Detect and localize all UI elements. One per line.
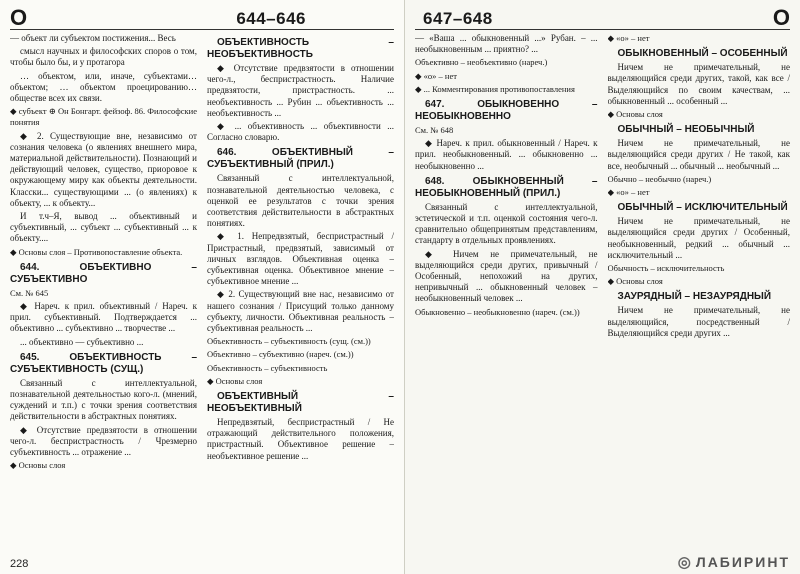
left-page-header — [10, 4, 394, 30]
paragraph: ◆ «о» – нет — [415, 70, 457, 81]
paragraph: Объективно – необъективно (нареч.) — [415, 57, 548, 68]
labyrinth-logo — [678, 553, 790, 571]
paragraph: ◆ 2. Существующий вне нас, независимо от нашего сознания / Присущий только данному субъекту, личности. Объективная реальность – субъективная реальность ... — [207, 289, 394, 334]
right-col-1 — [415, 33, 598, 563]
paragraph: Ничем не примечательный, не выделяющийся среди других / Не такой, как все, необычный ... обычный ... необычный ... — [607, 138, 790, 171]
entry-headword: ЗАУРЯДНЫЙ – НЕЗАУРЯДНЫЙ — [617, 291, 772, 303]
entry-headword: ОБЪЕКТИВНЫЙ – НЕОБЪЕКТИВНЫЙ — [207, 391, 394, 415]
entry-headword: 647. ОБЫКНОВЕННО – НЕОБЫКНОВЕННО — [415, 99, 598, 123]
entry-headword: ОБЪЕКТИВНОСТЬ – НЕОБЪЕКТИВНОСТЬ — [207, 37, 394, 60]
right-page — [405, 0, 800, 574]
paragraph: Ничем не примечательный, не выделяющийся среди других / Особенный, необыкновенный, редкий ... обычный ... исключительный ... — [607, 216, 790, 260]
paragraph: ◆ Нареч. к прил. обыкновенный / Нареч. к прил. необыкновенный. ... обыкновенно ... необыкновенно ... — [415, 138, 598, 171]
entry-headword: 648. ОБЫКНОВЕННЫЙ – НЕОБЫКНОВЕННЫЙ (ПРИЛ.) — [415, 175, 598, 199]
right-page-header — [415, 4, 790, 30]
entry-headword: ОБЫКНОВЕННЫЙ – ОСОБЕННЫЙ — [617, 48, 788, 60]
labyrinth-logo-icon: ◎ — [677, 554, 693, 571]
paragraph: ◆ Основы слоя — [207, 375, 263, 386]
paragraph: ◆ Отсутствие предвзятости в отношении чего-л., беспристрастность. Наличие предвзятости, пристрастность. ... необъективность ... Рубин ... объективность ... необъективность ... — [207, 63, 394, 118]
paragraph: ◆ Ничем не примечательный, не выделяющийся среди других, привычный / Особенный, непохожий на других, непривычный ... обыкновенный человек – необыкновенный человек ... — [415, 248, 598, 304]
paragraph: ◆ «о» – нет — [607, 187, 650, 198]
paragraph: ◆ 2. Существующие вне, независимо от сознания человека (о явлениях внешнего мира, материальной действительности). Познающий и действующий человек, существо, приоровое к окружающему миру как объекты деятельности. Класски... существующими ... (о явлениях) к объекту, ... к объекту... — [10, 130, 197, 208]
entry-crossref: См. № 648 — [415, 125, 454, 136]
paragraph: ◆ «о» – нет — [607, 33, 650, 43]
paragraph: … объектом, или, иначе, субъектами… объектом; … объектом проецированию… обществе всех их связи. — [10, 70, 197, 104]
entry-headword: ОБЫЧНЫЙ – ИСКЛЮЧИТЕЛЬНЫЙ — [617, 202, 788, 214]
paragraph: — объект ли субъектом постижения... Весь — [10, 33, 176, 43]
paragraph: ... объективно — субъективно ... — [20, 336, 144, 347]
paragraph: Обычно – необычно (нареч.) — [607, 173, 712, 184]
paragraph: Обыкновенно – необыкновенно (нареч. (см.)) — [415, 306, 580, 317]
right-page-letter: О — [772, 5, 790, 30]
entry-headword: 645. ОБЪЕКТИВНОСТЬ – СУБЪЕКТИВНОСТЬ (СУЩ.) — [10, 351, 197, 375]
paragraph: Ничем не примечательный, не выделяющийся, посредственный / Выделяющийся среди других ... — [607, 305, 790, 338]
left-col-1 — [10, 33, 197, 563]
paragraph: ◆ ... объективность ... объективности ... Согласно словарю. — [207, 121, 394, 143]
paragraph: ◆ Основы слоя — [607, 109, 663, 120]
paragraph: ◆ Основы слоя — [607, 276, 663, 287]
paragraph: И т.ч–Я, вывод ... объективный и субъективный, ... субъект ... субъективный ... к объекту.... — [10, 211, 197, 244]
paragraph: ◆ Основы слоя – Противопоставление объекта. — [10, 246, 183, 257]
paragraph: Объективность – субъективность (сущ. (см.)) — [207, 336, 371, 347]
paragraph: Непредвзятый, беспристрастный / Не отражающий действительного положения, пристрастный. Объективное решение – необъективное решение ... — [207, 417, 394, 461]
paragraph: Объективно – субъективно (нареч. (см.)) — [207, 349, 354, 360]
page-number: 228 — [10, 558, 29, 570]
paragraph: ◆ 1. Непредвзятый, беспристрастный / Пристрастный, предвзятый, зависимый от личных взглядов. Объективная оценка – субъективная оценка. Объективное мнение – субъективное мнение ... — [207, 231, 394, 287]
paragraph: ◆ Основы слоя — [10, 460, 66, 471]
paragraph: Объективность – субъективность — [207, 362, 328, 373]
paragraph: Ничем не примечательный, не выделяющийся среди других, такой, как все / Выделяющийся по своим качествам, ... обыкновенный ... особенный ... — [607, 62, 790, 106]
right-col-2 — [608, 33, 791, 563]
paragraph: ◆ Отсутствие предвзятости в отношении чего-л. беспристрастность / Чрезмерно субъективность ... отражение ... — [10, 424, 197, 458]
left-col-2 — [207, 33, 394, 563]
paragraph: Обычность – исключительность — [607, 263, 725, 274]
entry-headword: 646. ОБЪЕКТИВНЫЙ – СУБЪЕКТИВНЫЙ (ПРИЛ.) — [207, 147, 394, 171]
left-page-range: 644–646 — [236, 9, 306, 28]
paragraph: ◆ ... Комментирования противопоставления — [415, 83, 575, 94]
left-page-letter: О — [10, 5, 28, 30]
paragraph: Связанный с интеллектуальной, эстетической и т.п. оценкой состояния чего-л. сравнительно общепринятым представлениям, стандарту в отдельных проявлениях. — [415, 201, 598, 246]
entry-crossref: См. № 645 — [10, 287, 49, 298]
entry-headword: 644. ОБЪЕКТИВНО – СУБЪЕКТИВНО — [10, 261, 197, 285]
paragraph: ◆ Нареч. к прил. объективный / Нареч. к прил. субъективный. Подтверждается ... объективно ... субъективно ... творчестве ... — [10, 301, 197, 334]
citation: ◆ субъект ⊕ Он Бонгарт. фейзоф. 86. Философские понятия — [10, 106, 197, 128]
paragraph: — «Ваша ... обыкновенный ...» Рубан. – ... необыкновенным ... приятно? ... — [415, 33, 598, 55]
entry-headword: ОБЫЧНЫЙ – НЕОБЫЧНЫЙ — [617, 124, 755, 136]
logo-text: ЛАБИРИНТ — [695, 554, 790, 570]
right-page-range: 647–648 — [423, 9, 493, 28]
paragraph: Связанный с интеллектуальной, познавательной деятельностью кого-л. (мнений, суждений и т.п.) с точки зрения соответствия действительности в абстрактных понятиях. — [10, 377, 197, 422]
paragraph: Связанный с интеллектуальной, познавательной деятельностью человека, с оценкой ее результатов с точки зрения соответствия действительности в абстрактных понятиях. — [207, 173, 394, 229]
paragraph: смысл научных и философских споров о том, чтобы было бы, и у протагора — [10, 46, 197, 68]
